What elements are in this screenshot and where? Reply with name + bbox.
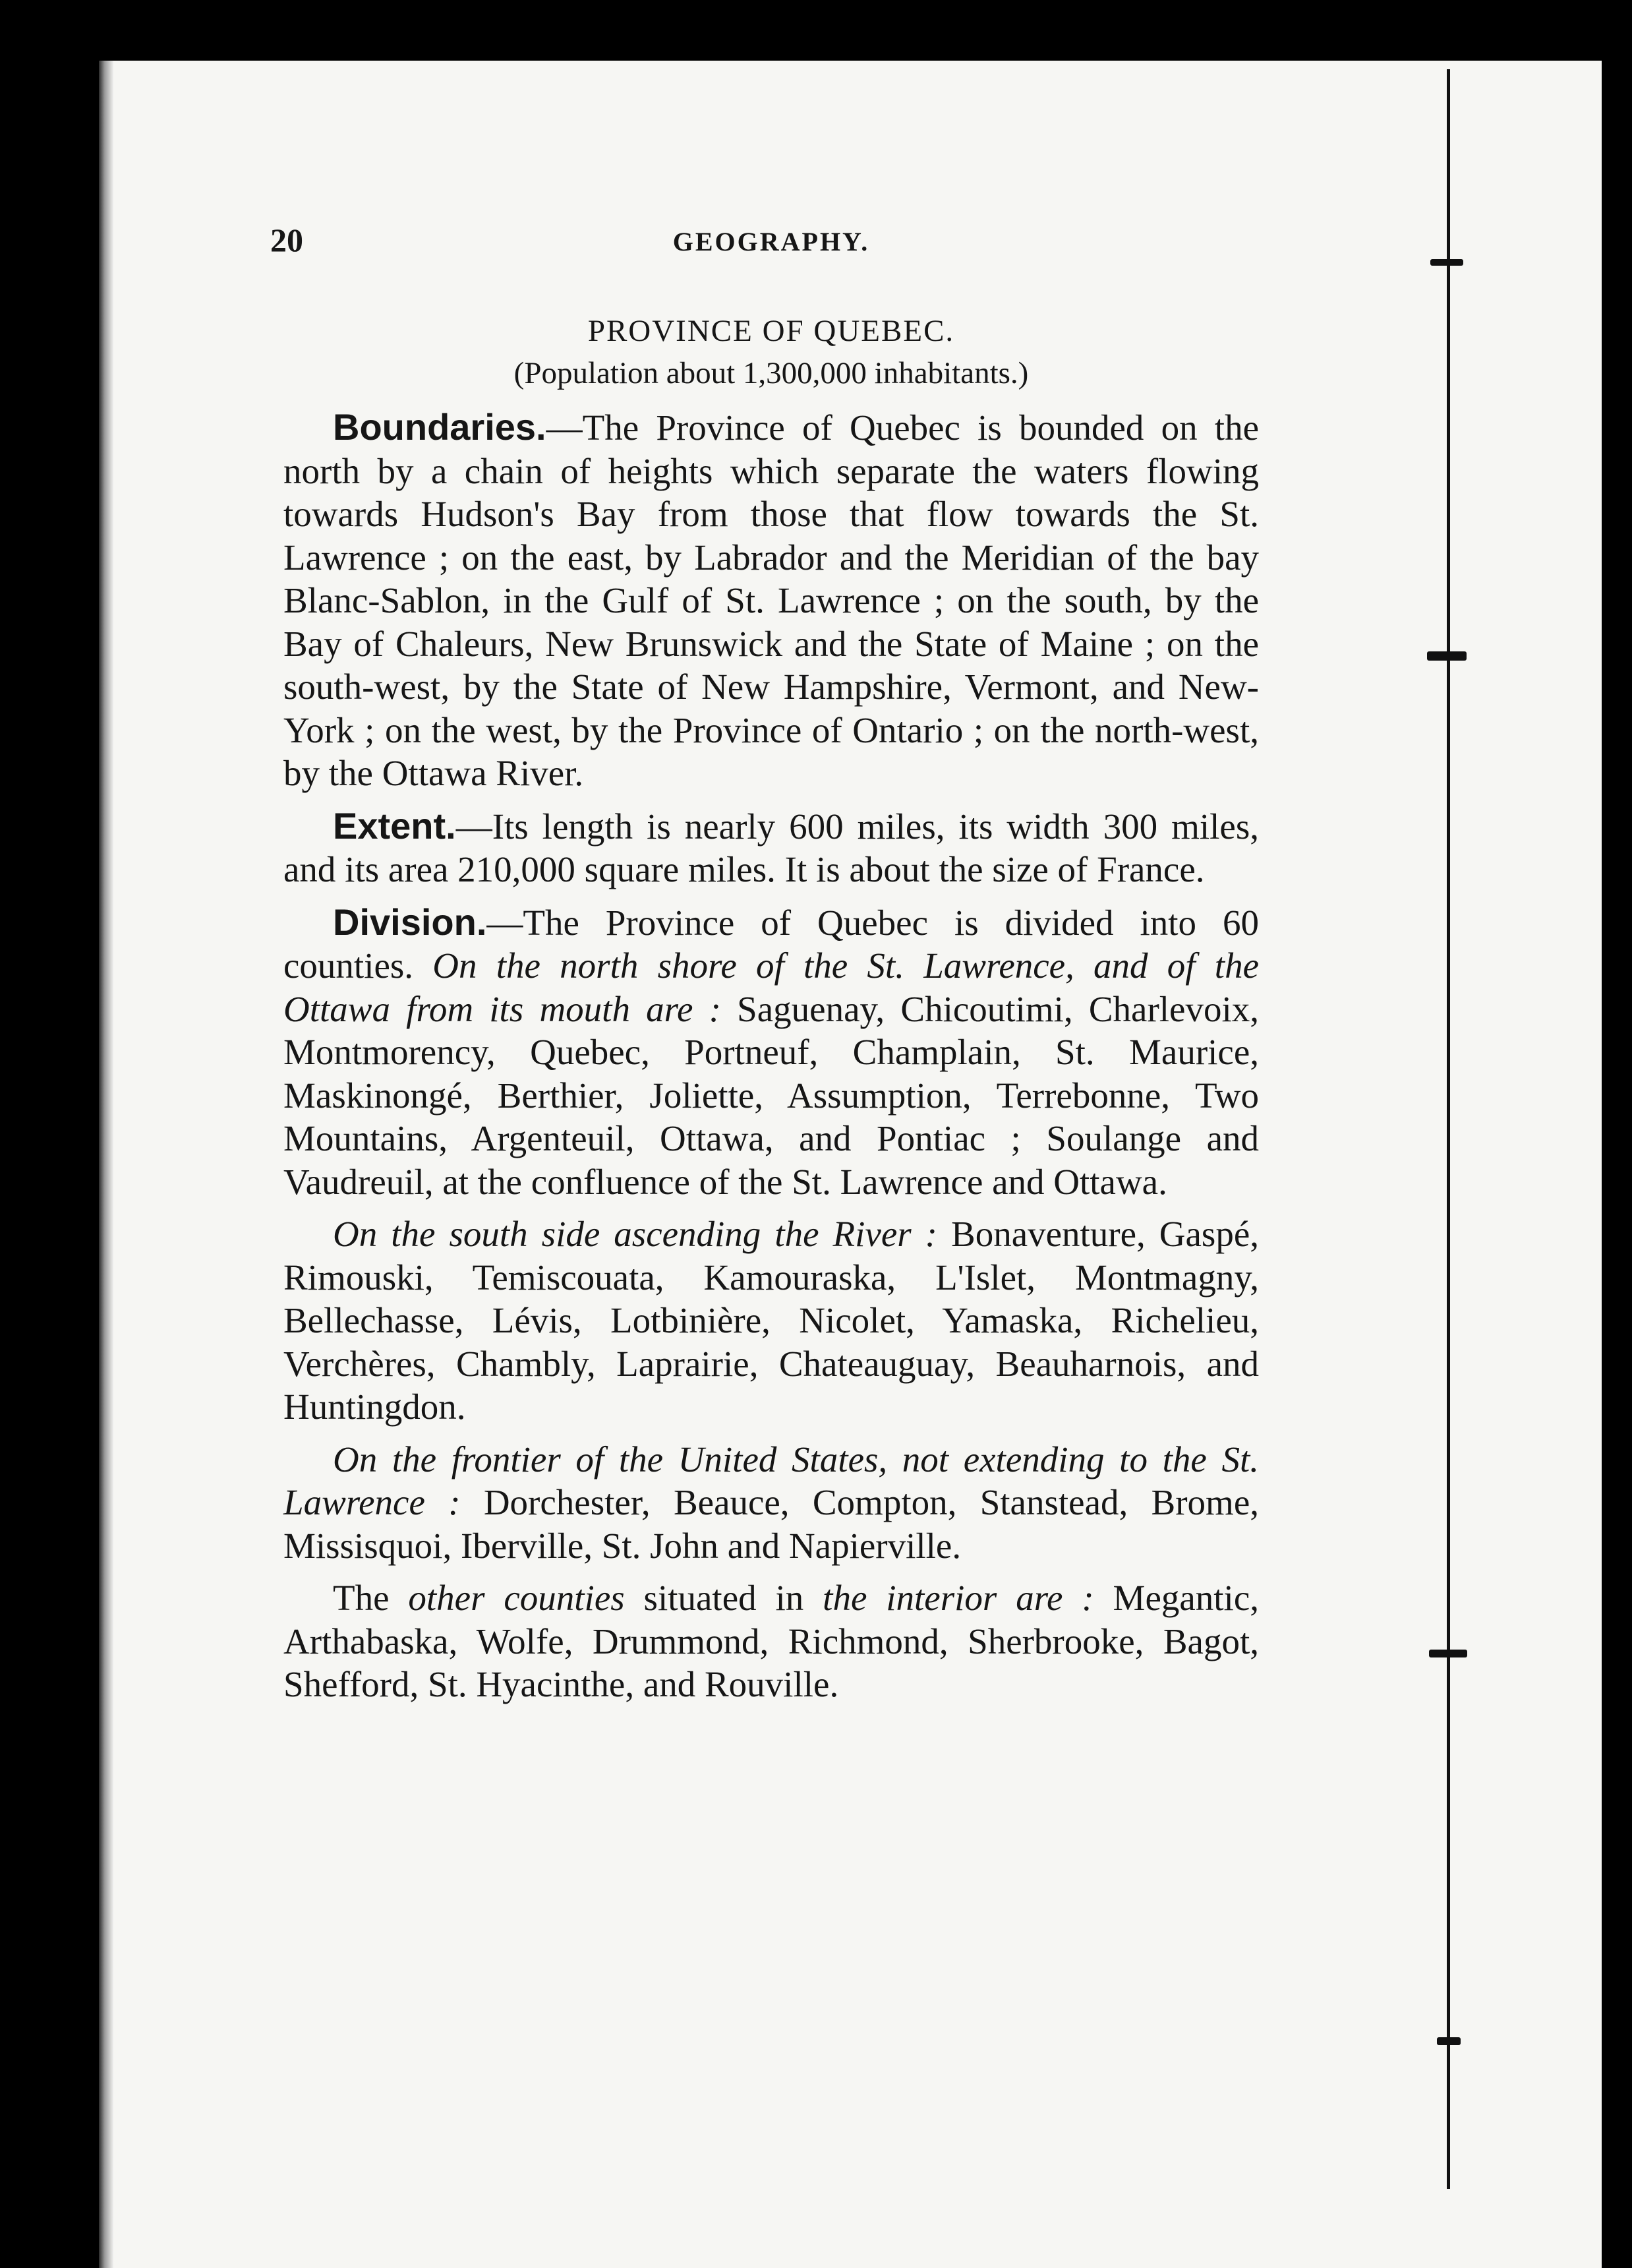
section-subtitle: (Population about 1,300,000 inhabitants.) — [513, 356, 1029, 390]
paragraph-text: Saguenay, Chicoutimi, Charlevoix, Montmorency, Quebec, Portneuf, Champlain, St. Maurice, Maskinongé, Berthier, Joliette, Assumption, Terrebonne, Two Mountains, Argenteuil, Ottawa, and Pontiac ; Soulange and Vaudreuil, at the confluence of the St. Lawrence and Ottawa. — [283, 988, 1259, 1202]
paragraph-text: Megantic, Arthabaska, Wolfe, Drummond, Richmond, Sherbrooke, Bagot, Shefford, St. Hyacinthe, and Rouville. — [283, 1578, 1260, 1704]
italic-phrase: other counties — [408, 1578, 625, 1618]
page-content — [270, 221, 1260, 1706]
paragraph-division — [283, 901, 1259, 1204]
run-in-heading: Boundaries. — [333, 406, 546, 448]
section-title: PROVINCE OF QUEBEC. — [587, 314, 955, 348]
margin-tick-mark — [1437, 2037, 1461, 2045]
page-header — [270, 221, 1259, 267]
paragraph-text: —The Province of Quebec is divided into 60 counties. — [283, 902, 1259, 986]
paragraph-text: Bonaventure, Gaspé, Rimouski, Temiscouata, Kamouraska, L'Islet, Montmagny, Bellechasse, Lévis, Lotbinière, Nicolet, Yamaska, Richelieu, Verchères, Chambly, Laprairie, Chateauguay, Beauharnois, and Huntingdon. — [283, 1214, 1259, 1427]
running-head: GEOGRAPHY. — [672, 227, 870, 256]
page-number: 20 — [270, 222, 303, 258]
paragraph-text: The — [333, 1578, 409, 1618]
italic-phrase: the interior are : — [823, 1578, 1094, 1618]
page-right-rule — [1447, 69, 1450, 2189]
margin-tick-mark — [1427, 651, 1467, 661]
margin-tick-mark — [1430, 259, 1463, 266]
italic-phrase: On the south side ascending the River : — [333, 1214, 937, 1254]
paragraph-frontier — [283, 1438, 1259, 1568]
paragraph-text: Dorchester, Beauce, Compton, Stanstead, Brome, Missisquoi, Iberville, St. John and Napierville. — [283, 1482, 1259, 1566]
paragraph-text: —Its length is nearly 600 miles, its width 300 miles, and its area 210,000 square miles. It is about the size of France. — [283, 806, 1259, 889]
run-in-heading: Extent. — [333, 804, 456, 847]
page-binding-edge — [99, 61, 113, 2268]
paragraph-boundaries — [283, 405, 1259, 795]
paragraph-south-side — [283, 1212, 1259, 1429]
run-in-heading: Division. — [333, 901, 487, 943]
italic-phrase: On the north shore of the St. Lawrence, and of the Ottawa from its mouth are : — [283, 945, 1259, 1029]
paragraph-text: situated in — [624, 1578, 823, 1618]
paragraph-interior — [283, 1576, 1259, 1706]
paragraph-extent — [283, 804, 1259, 891]
italic-phrase: On the frontier of the United States, not extending to the St. Lawrence : — [283, 1439, 1259, 1522]
paragraph-text: —The Province of Quebec is bounded on the north by a chain of heights which separate the waters flowing towards Hudson's Bay from those that flow towards the St. Lawrence ; on the east, by Labrador and the Meridian of the bay Blanc-Sablon, in the Gulf of St. Lawrence ; on the south, by the Bay of Chaleurs, New Brunswick and the State of Maine ; on the south-west, by the State of New Hampshire, Vermont, and New-York ; on the west, by the Province of Ontario ; on the north-west, by the Ottawa River. — [283, 407, 1259, 793]
margin-tick-mark — [1429, 1650, 1467, 1657]
